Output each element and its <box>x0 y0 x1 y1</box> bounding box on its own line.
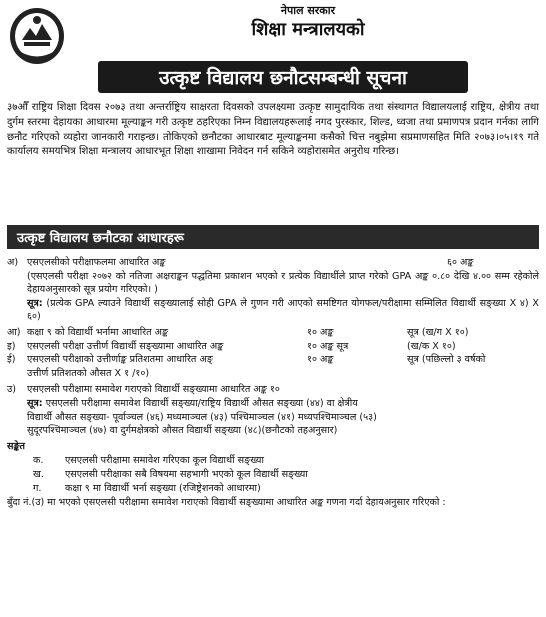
criterion-formula: सूत्र (ख/ग X १०) <box>407 326 469 338</box>
criterion-description: (एसएलसी परीक्षा २०७२ को नतिजा अक्षराङ्कन पद्धतिमा प्रकाशन भएको र प्रत्येक विद्यार्थीले प्राप्त गरेको GPA अङ्क ०.८० देखि ४.०० सम्म रहेकोले देहायअनुसारको सूत्र प्रयोग गरिएको। ) <box>27 270 539 296</box>
formula-line-1: एसएलसी परीक्षामा समावेश विद्यार्थी सङ्ख्या/राष्ट्रिय विद्यार्थी औसत सङ्ख्या (४४) वा क्षेत्रीय <box>45 397 358 409</box>
criterion-formula <box>7 297 539 324</box>
criterion-title: एसएलसी परीक्षामा समावेश गराएको विद्यार्थी सङ्ख्यामा आधारित अङ्क १० <box>27 384 280 396</box>
abbreviation-text: एसएलसी परीक्षाका सबै विषयमा सहभागी भएको कूल विद्यार्थी सङ्ख्या <box>65 468 308 480</box>
criterion-label: अ) <box>7 257 19 268</box>
notice-title-banner <box>98 61 468 93</box>
footnote: बुँदा नं.(उ) मा भएको एसएलसी परीक्षामा समावेश गराएको विद्यार्थी सङ्ख्यामा आधारित अङ्क गणना गर्दा देहायअनुसार गरिएको : <box>7 497 446 509</box>
intro-paragraph: ३७औँ राष्ट्रिय शिक्षा दिवस २०७३ तथा अन्तर्राष्ट्रिय साक्षरता दिवसको उपलक्ष्यमा उत्कृष्ट सामुदायिक तथा संस्थागत विद्यालयलाई राष्ट्रिय, क्षेत्रीय तथा दुर्गम स्तरमा देहायका आधारमा मूल्याङ्कन गरी उत्कृष्ट ठहरिएका निम्न विद्यालयहरूलाई नगद पुरस्कार, शिल्ड, ध्वजा तथा प्रमाणपत्र प्रदान गर्नका लागि छनौट गरिएको व्यहोरा जानकारी गराइन्छ। तोकिएको छनौटका आधारबाट मूल्याङ्कनमा कसैको चित्त नबुझेमा सप्रमाणसहित मिति २०७३।०५।१९ गते कार्यालय समयभित्र शिक्षा मन्त्रालय आधारभूत शिक्षा शाखामा निवेदन गर्न सकिने व्यहोरासमेत अनुरोध गरिन्छ। <box>7 102 539 158</box>
criterion-label: आ) <box>7 326 21 338</box>
abbreviation-text: एसएलसी परीक्षामा समावेश गरिएका कूल विद्यार्थी सङ्ख्या <box>65 454 264 466</box>
formula-line-2: विद्यार्थी औसत सङ्ख्या- पूर्वाञ्चल (४६) मध्यमाञ्चल (४३) पश्चिमाञ्चल (४१) मध्यपश्चिमाञ्चल (५३) <box>27 411 377 423</box>
criterion-label: ई) <box>7 354 16 366</box>
abbreviation-key: ग. <box>33 482 42 494</box>
formula-text: (प्रत्येक GPA ल्याउने विद्यार्थी सङ्ख्यालाई सोही GPA ले गुणन गरी आएको समष्टिगत योगफल/परीक्षामा सम्मिलित विद्यार्थी सङ्ख्या X ४) X ६०) <box>27 297 539 323</box>
abbreviation-item <box>33 481 539 495</box>
criterion-continuation: उत्तीर्ण प्रतिशतको औसत X १ /१०) <box>27 367 150 379</box>
criterion-marks: ६० अङ्क <box>447 257 474 268</box>
criterion-u <box>7 383 539 437</box>
abbreviation-text: कक्षा ९ मा विद्यार्थी भर्ना सङ्ख्या (रजिष्ट्रेशनको आधारमा) <box>65 482 261 494</box>
criterion-label: उ) <box>7 384 17 396</box>
criterion-a <box>7 256 539 324</box>
abbreviation-item <box>33 453 539 467</box>
formula-label: सूत्र: <box>27 397 43 409</box>
formula-line-3: सुदूरपश्चिमाञ्चल (४७) वा दुर्गमक्षेत्रको औसत विद्यार्थी सङ्ख्या (४८)(छनौटको तहअनुसार) <box>27 425 338 437</box>
criterion-i <box>7 340 539 354</box>
abbreviations-heading: सङ्केत <box>7 440 26 452</box>
criterion-aa <box>7 326 539 340</box>
criterion-formula <box>7 397 539 411</box>
criteria-list <box>7 256 539 510</box>
notice-title: उत्कृष्ट विद्यालय छनौटसम्बन्धी सूचना <box>159 67 407 89</box>
criterion-formula: सूत्र (पछिल्लो ३ वर्षको <box>407 354 486 366</box>
abbreviation-item <box>33 467 539 481</box>
criterion-formula: (ख/क X १०) <box>407 340 456 352</box>
criterion-ii <box>7 353 539 367</box>
criterion-marks: १० अङ्क <box>307 326 334 338</box>
criterion-title: एसएलसी परीक्षाको उत्तीर्णाङ्क प्रतिशतमा आधारित अङ् <box>27 354 213 366</box>
government-name: नेपाल सरकार <box>280 4 336 17</box>
formula-label: सूत्र: <box>27 297 43 309</box>
section-title-bar <box>7 225 539 249</box>
criterion-title: एसएलसी परीक्षा उत्तीर्ण विद्यार्थी सङ्ख्यामा आधारित अङ्क <box>27 340 224 352</box>
criterion-label: इ) <box>7 340 16 352</box>
criterion-marks: १० अङ्क सूत्र <box>307 340 349 352</box>
criterion-title: कक्षा ९ को विद्यार्थी भर्नामा आधारित अङ्क <box>27 326 169 338</box>
ministry-name: शिक्षा मन्त्रालयको <box>251 19 365 40</box>
criterion-title: एसएलसीको परीक्षाफलमा आधारित अङ्क <box>27 257 166 268</box>
abbreviations-list <box>7 453 539 495</box>
abbreviation-key: ख. <box>33 468 44 480</box>
criterion-marks: १० अङ्क <box>307 354 334 366</box>
abbreviation-key: क. <box>33 454 44 466</box>
section-title: उत्कृष्ट विद्यालय छनौटका आधारहरू <box>17 231 184 246</box>
